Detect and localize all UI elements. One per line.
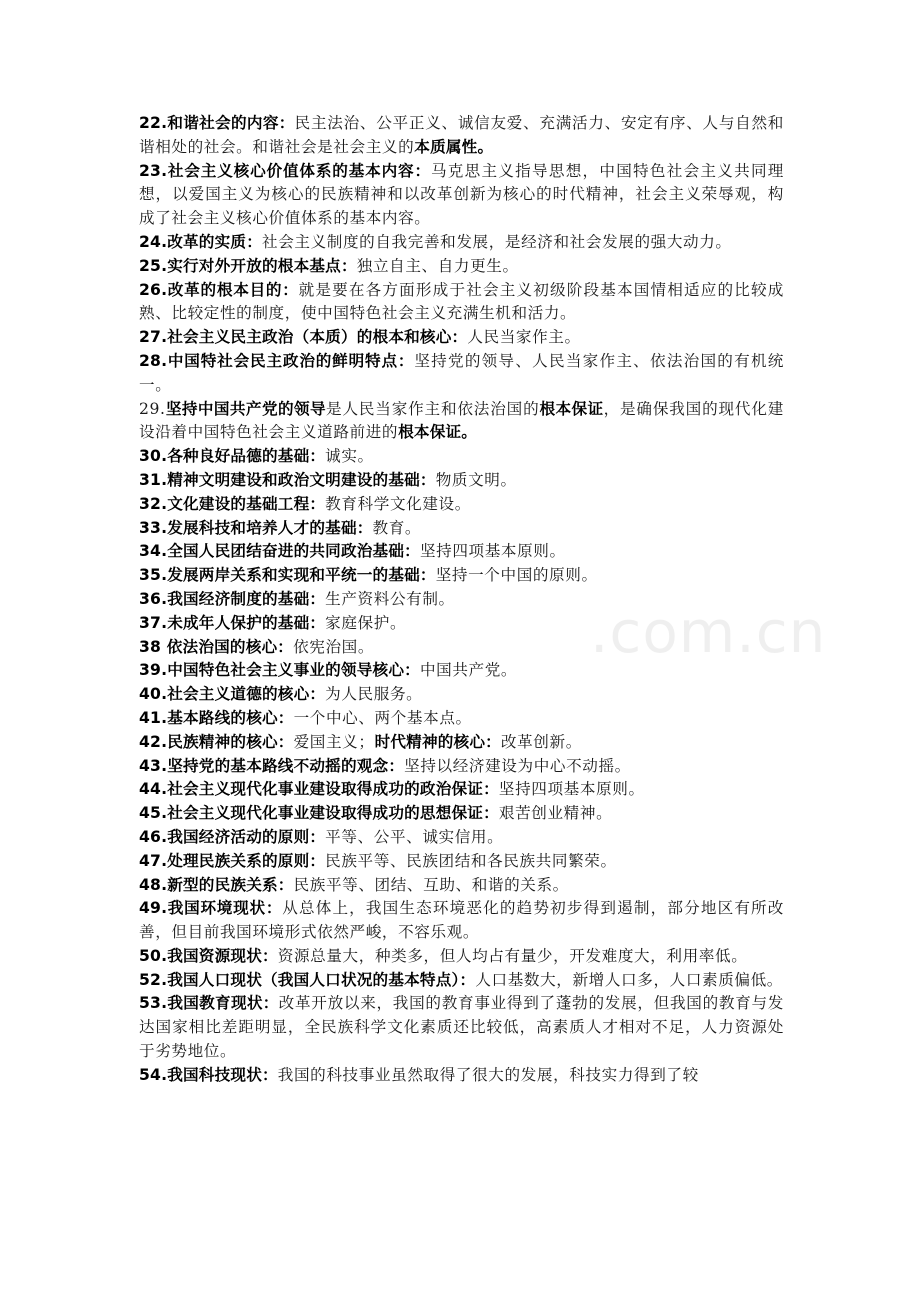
list-item (139, 659, 784, 683)
item-heading: 34.全国人民团结奋进的共同政治基础： (139, 542, 420, 561)
item-heading: 坚持中国共产党的领导 (165, 399, 327, 418)
list-item (139, 564, 784, 588)
list-item (139, 398, 784, 446)
item-heading: 本质属性。 (414, 137, 494, 156)
item-text: 爱国主义； (293, 732, 375, 751)
item-text: 为人民服务。 (325, 685, 423, 704)
item-heading: 37.未成年人保护的基础： (139, 613, 326, 632)
list-item (139, 945, 784, 969)
item-heading: 23.社会主义核心价值体系的基本内容： (139, 161, 431, 180)
item-heading: 50.我国资源现状： (139, 946, 278, 965)
item-text: 我国的科技事业虽然取得了很大的发展，科技实力得到了较 (277, 1065, 699, 1084)
list-item (139, 731, 784, 755)
item-text: 民族平等、团结、互助、和谐的关系。 (293, 875, 569, 894)
list-item (139, 350, 784, 398)
item-heading: 49.我国环境现状： (139, 899, 283, 918)
item-heading: 44.社会主义现代化事业建设取得成功的政治保证： (139, 780, 499, 799)
item-text: 坚持一个中国的原则。 (435, 566, 598, 585)
list-item (139, 636, 784, 660)
item-text: 改革开放以来，我国的教育事业得到了蓬勃的发展，但我国的教育与发达国家相比差距明显，全民族科学文化素质还比较低，高素质人才相对不足，人力资源处于劣势地位。 (139, 994, 784, 1061)
watermark-text: .com.cn (590, 598, 827, 666)
item-heading: 41.基本路线的核心： (139, 708, 294, 727)
document-body (139, 112, 784, 1088)
list-item (139, 517, 784, 541)
item-text: 民主法治、公平正义、诚信友爱、充满活力、安定有序、人与自然和谐相处的社会。和谐社会是社会主义的 (139, 114, 784, 156)
list-item (139, 326, 784, 350)
item-heading: 38 依法治国的核心： (139, 637, 294, 656)
item-heading: 42.民族精神的核心： (139, 732, 294, 751)
item-heading: 53.我国教育现状： (139, 994, 279, 1013)
item-text: 诚实。 (325, 447, 374, 466)
list-item (139, 707, 784, 731)
item-heading: 46.我国经济活动的原则： (139, 827, 326, 846)
item-heading: 40.社会主义道德的核心： (139, 685, 326, 704)
item-text: 家庭保护。 (325, 613, 407, 632)
item-heading: 45.社会主义现代化事业建设取得成功的思想保证： (139, 804, 499, 823)
item-text: 平等、公平、诚实信用。 (325, 827, 504, 846)
item-text: 是人民当家作主和依法治国的 (326, 399, 540, 418)
item-heading: 52.我国人口现状（我国人口状况的基本特点）： (139, 970, 476, 989)
list-item (139, 255, 784, 279)
item-heading: 35.发展两岸关系和实现和平统一的基础： (139, 566, 436, 585)
item-text: 坚持四项基本原则。 (419, 542, 566, 561)
item-heading: 22.和谐社会的内容： (139, 114, 295, 132)
list-item (139, 874, 784, 898)
item-text: 一个中心、两个基本点。 (293, 708, 472, 727)
list-item (139, 160, 784, 231)
list-item (139, 588, 784, 612)
item-text: 坚持四项基本原则。 (498, 780, 645, 799)
list-item (139, 445, 784, 469)
item-text: 资源总量大，种类多，但人均占有量少，开发难度大，利用率低。 (277, 946, 748, 965)
item-text: 艰苦创业精神。 (498, 804, 613, 823)
item-text: 人口基数大，新增人口多，人口素质偏低。 (475, 970, 783, 989)
item-heading: 30.各种良好品德的基础： (139, 447, 326, 466)
item-text: 社会主义制度的自我完善和发展，是经济和社会发展的强大动力。 (262, 232, 732, 251)
item-text: 教育科学文化建设。 (325, 494, 471, 513)
list-item (139, 850, 784, 874)
item-text: 教育。 (372, 518, 422, 537)
item-heading: 32.文化建设的基础工程： (139, 494, 326, 513)
list-item (139, 612, 784, 636)
item-heading: 48.新型的民族关系： (139, 875, 294, 894)
item-text: 就是要在各方面形成于社会主义初级阶段基本国情相适应的比较成熟、比较定性的制度，使中国特色社会主义充满生机和活力。 (139, 280, 784, 323)
item-heading: 26.改革的根本目的： (139, 280, 299, 299)
list-item (139, 112, 784, 160)
item-text: 坚持党的领导、人民当家作主、依法治国的有机统一。 (139, 351, 784, 394)
item-heading: 25.实行对外开放的根本基点： (139, 256, 357, 275)
list-item (139, 969, 784, 993)
item-text: 民族平等、民族团结和各民族共同繁荣。 (325, 851, 617, 870)
item-heading: 31.精神文明建设和政治文明建设的基础： (139, 470, 436, 489)
list-item (139, 493, 784, 517)
item-heading: 时代精神的核心： (374, 732, 501, 751)
list-item (139, 826, 784, 850)
item-text: 人民当家作主。 (467, 328, 581, 347)
item-heading: 47.处理民族关系的原则： (139, 851, 326, 870)
item-heading: 33.发展科技和培养人才的基础： (139, 518, 373, 537)
item-text: 从总体上，我国生态环境恶化的趋势初步得到遏制，部分地区有所改善，但目前我国环境形式依然严峻，不容乐观。 (139, 899, 784, 942)
item-text: 马克思主义指导思想，中国特色社会主义共同理想，以爱国主义为核心的民族精神和以改革创新为核心的时代精神，社会主义荣辱观，构成了社会主义核心价值体系的基本内容。 (139, 161, 784, 228)
list-item (139, 469, 784, 493)
list-item (139, 1064, 784, 1088)
list-item (139, 755, 784, 779)
item-heading: 39.中国特色社会主义事业的领导核心： (139, 661, 420, 680)
item-text: 生产资料公有制。 (325, 589, 455, 608)
list-item (139, 778, 784, 802)
item-text: 改革创新。 (500, 732, 582, 751)
item-heading: 54.我国科技现状： (139, 1065, 278, 1084)
list-item (139, 992, 784, 1063)
item-text: ，是确保我国的现代化建设沿着中国特色社会主义道路前进的 (139, 399, 784, 442)
item-text: 坚持以经济建设为中心不动摇。 (404, 756, 631, 775)
list-item (139, 231, 784, 255)
item-heading: 27.社会主义民主政治（本质）的根本和核心： (139, 328, 468, 347)
item-heading: 24.改革的实质： (139, 232, 262, 251)
item-text: 物质文明。 (435, 470, 517, 489)
list-item (139, 897, 784, 945)
item-heading: 28.中国特社会民主政治的鲜明特点： (139, 351, 415, 370)
item-heading: 43.坚持党的基本路线不动摇的观念： (139, 756, 405, 775)
item-heading: 36.我国经济制度的基础： (139, 589, 326, 608)
list-item (139, 279, 784, 327)
item-text: 独立自主、自力更生。 (356, 256, 519, 275)
item-text: 中国共产党。 (419, 661, 518, 680)
item-heading: 根本保证 (539, 399, 604, 418)
item-text: 依宪治国。 (293, 637, 375, 656)
item-text: 29. (139, 399, 166, 418)
item-heading: 根本保证。 (398, 423, 478, 442)
list-item (139, 802, 784, 826)
list-item (139, 540, 784, 564)
list-item (139, 683, 784, 707)
